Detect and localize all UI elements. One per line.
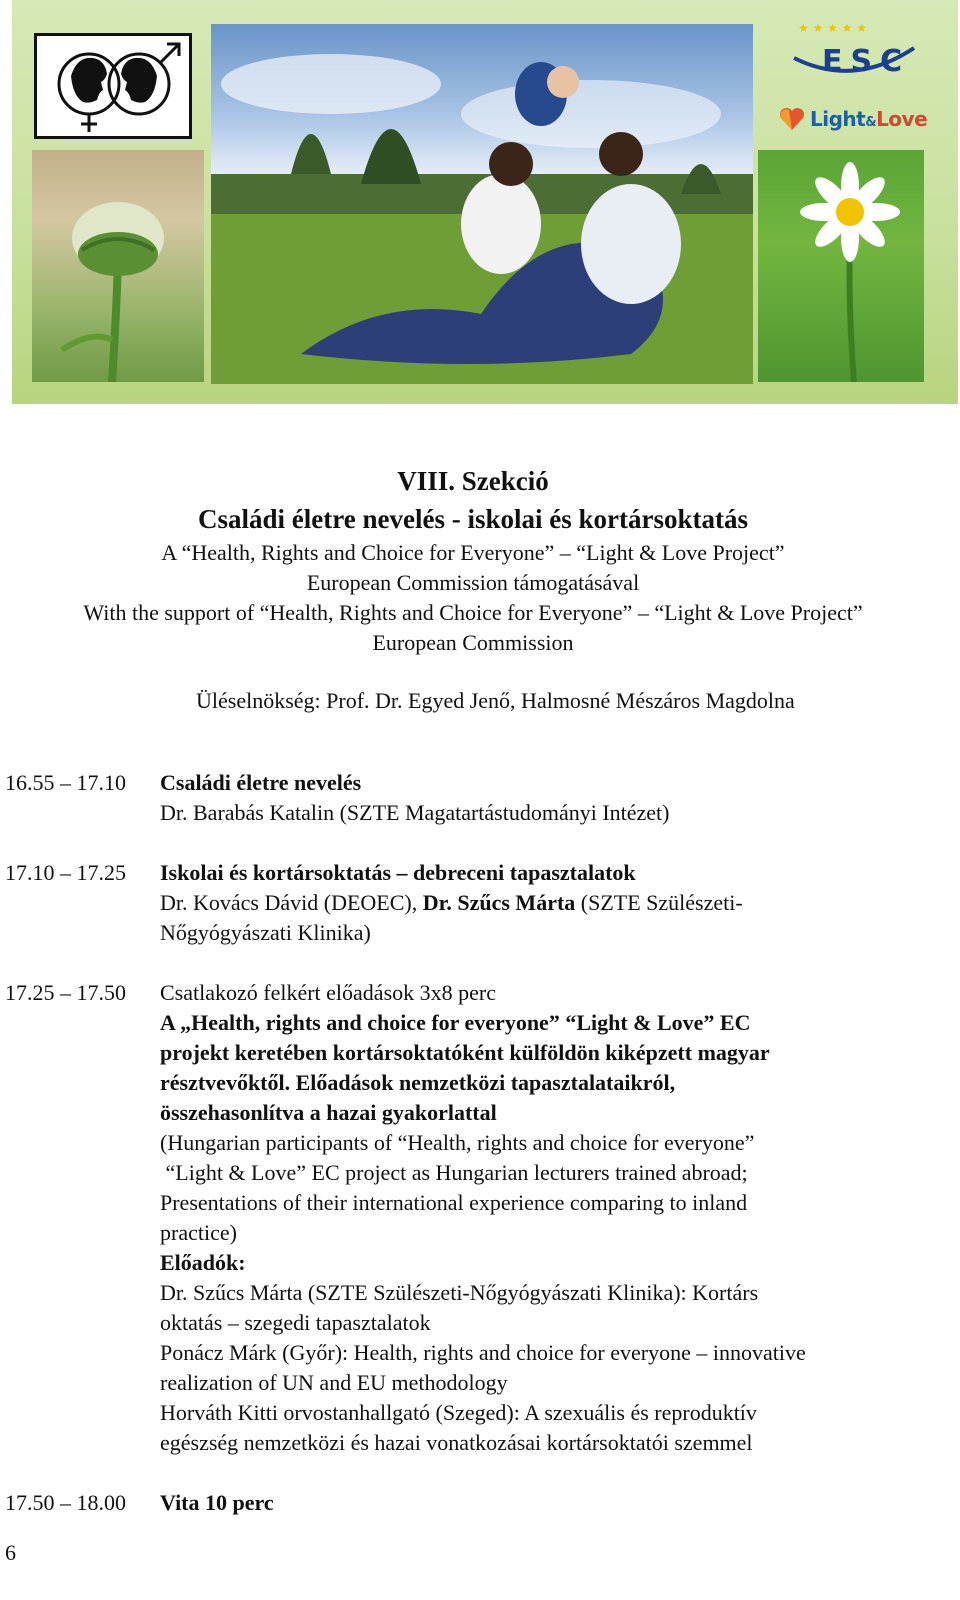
speaker-line: egészség nemzetközi és hazai vonatkozásai kortársoktatói szemmel [160, 1430, 753, 1455]
talk-speaker: Dr. Barabás Katalin (SZTE Magatartástudományi Intézet) [160, 800, 670, 825]
gender-symbol-logo [34, 33, 192, 139]
logo-light-text: Light [810, 107, 866, 131]
talk-title: Iskolai és kortársoktatás – debreceni tapasztalatok [160, 860, 636, 885]
english-line: (Hungarian participants of “Health, rights and choice for everyone” [160, 1130, 755, 1155]
svg-text:★ ★ ★ ★ ★: ★ ★ ★ ★ ★ [798, 21, 868, 35]
program-item [160, 768, 940, 828]
speaker-name-bold: Dr. Szűcs Márta [422, 890, 576, 915]
project-line-4: European Commission [372, 630, 574, 655]
talk-description-line: összehasonlítva a hazai gyakorlattal [160, 1100, 497, 1125]
family-photo [211, 24, 753, 384]
talk-title: Vita 10 perc [160, 1490, 274, 1515]
english-line: practice) [160, 1220, 237, 1245]
talk-description-line: projekt keretében kortársoktatóként külföldön kiképzett magyar [160, 1040, 770, 1065]
talk-speaker-cont: Nőgyógyászati Klinika) [160, 920, 371, 945]
speaker-line: Dr. Szűcs Márta (SZTE Szülészeti-Nőgyógyászati Klinika): Kortárs [160, 1280, 759, 1305]
talk-description-line: A „Health, rights and choice for everyone” “Light & Love” EC [160, 1010, 751, 1035]
session-chairs: Üléselnökség: Prof. Dr. Egyed Jenő, Halmosné Mészáros Magdolna [196, 688, 795, 713]
english-line: “Light & Love” EC project as Hungarian lecturers trained abroad; [160, 1160, 748, 1185]
program-item [160, 1488, 940, 1518]
program-item [160, 978, 940, 1458]
section-subtitle: Családi életre nevelés - iskolai és kortársoktatás [198, 504, 748, 534]
speaker-line: realization of UN and EU methodology [160, 1370, 508, 1395]
esc-logo [788, 18, 918, 80]
header-banner [12, 0, 958, 404]
light-and-love-logo [778, 102, 948, 136]
talk-title: Családi életre nevelés [160, 770, 362, 795]
page-number: 6 [5, 1540, 16, 1565]
male-female-profiles-icon [37, 36, 189, 136]
logo-amp-text: & [865, 115, 877, 130]
speaker-part: Dr. Kovács Dávid (DEOEC), [160, 890, 423, 915]
program-item [160, 858, 940, 948]
time-slot: 16.55 – 17.10 [5, 770, 126, 795]
speakers-label: Előadók: [160, 1250, 246, 1275]
sponsor-logos [772, 12, 952, 142]
talk-speaker [160, 888, 940, 918]
daisy-photo [758, 150, 924, 382]
speaker-line: Horváth Kitti orvostanhallgató (Szeged): A szexuális és reproduktív [160, 1400, 757, 1425]
time-slot: 17.10 – 17.25 [5, 860, 126, 885]
talk-description-line: résztvevőktől. Előadások nemzetközi tapasztalataikról, [160, 1070, 676, 1095]
section-title: VIII. Szekció [397, 466, 549, 496]
flower-bud-photo [32, 150, 204, 382]
english-line: Presentations of their international experience comparing to inland [160, 1190, 748, 1215]
speaker-line: oktatás – szegedi tapasztalatok [160, 1310, 431, 1335]
heart-icon [778, 105, 806, 133]
project-line-1: A “Health, Rights and Choice for Everyone” – “Light & Love Project” [161, 540, 785, 565]
speaker-part: (SZTE Szülészeti- [575, 890, 743, 915]
project-line-2: European Commission támogatásával [306, 570, 640, 595]
time-slot: 17.25 – 17.50 [5, 980, 126, 1005]
esc-logo-text: ESC [822, 44, 911, 79]
logo-love-text: Love [876, 107, 928, 131]
time-slot: 17.50 – 18.00 [5, 1490, 126, 1515]
speaker-line: Ponácz Márk (Győr): Health, rights and choice for everyone – innovative [160, 1340, 806, 1365]
project-line-3: With the support of “Health, Rights and Choice for Everyone” – “Light & Love Project” [83, 600, 863, 625]
talk-intro: Csatlakozó felkért előadások 3x8 perc [160, 980, 496, 1005]
